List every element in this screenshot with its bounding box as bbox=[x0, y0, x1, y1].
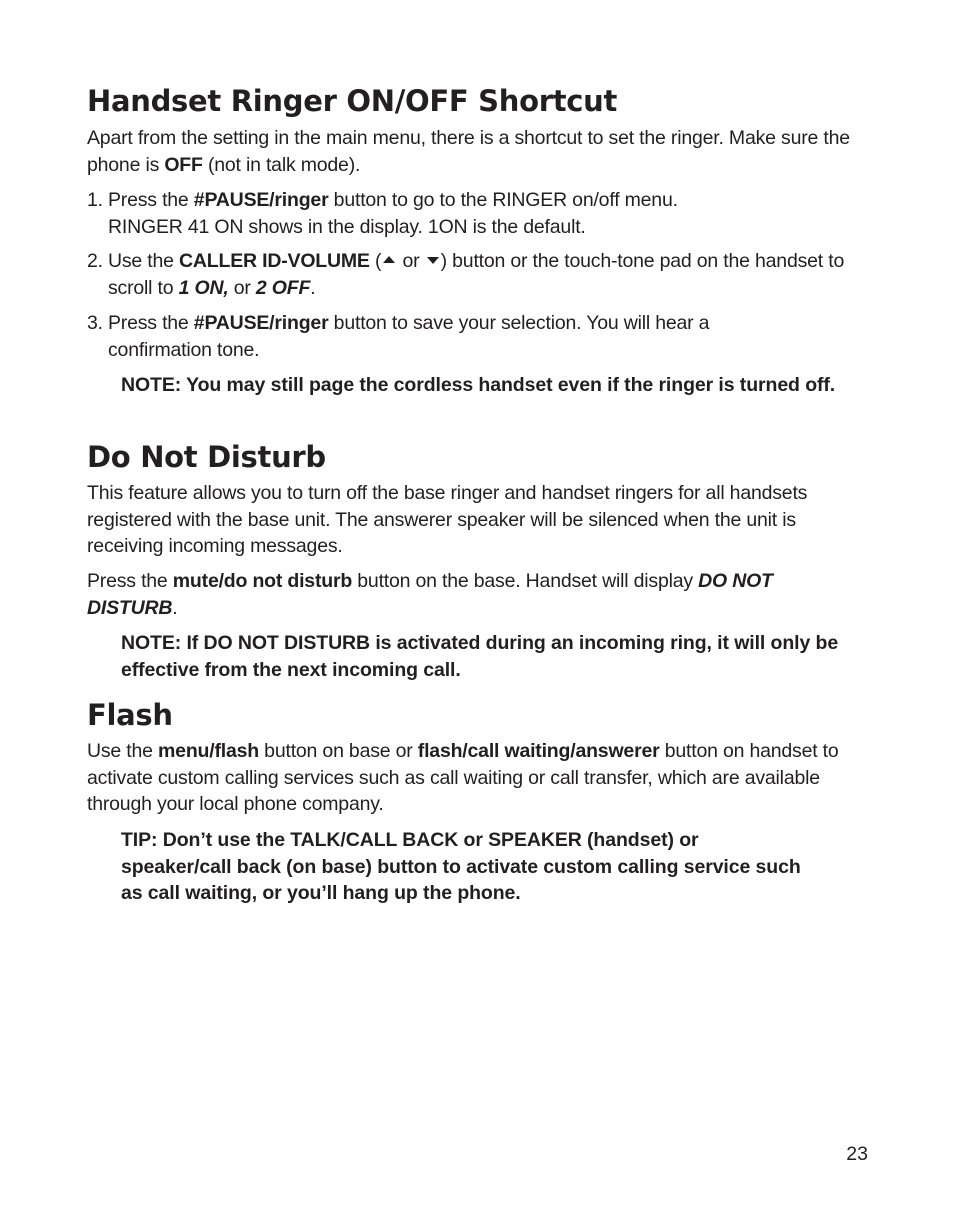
step-number: 2. bbox=[87, 250, 103, 272]
page-number: 23 bbox=[846, 1143, 868, 1165]
bold-text: menu/flash bbox=[158, 740, 259, 762]
text: (not in talk mode). bbox=[202, 153, 361, 176]
section1-intro bbox=[87, 125, 877, 178]
text: Press the bbox=[108, 312, 194, 334]
bold-text: mute/do not disturb bbox=[172, 570, 353, 592]
section2-para2 bbox=[87, 568, 847, 621]
text: Use the bbox=[108, 250, 180, 272]
bold-text: flash/call waiting/answerer bbox=[417, 740, 660, 762]
up-arrow-icon bbox=[383, 256, 395, 263]
text: ) button or the touch-tone pad on the handset to scroll to bbox=[108, 250, 845, 299]
text: RINGER 41 ON shows in the display. 1ON is the default. bbox=[108, 215, 586, 238]
text: Use the bbox=[87, 740, 159, 762]
step-number: 3. bbox=[87, 312, 103, 334]
text: . bbox=[172, 596, 178, 619]
section-title-handset-ringer: Handset Ringer ON/OFF Shortcut bbox=[87, 84, 618, 118]
section-title-flash: Flash bbox=[87, 698, 173, 732]
down-arrow-icon bbox=[427, 257, 439, 264]
bold-text: OFF bbox=[164, 153, 203, 176]
bold-italic-text: DO NOT DISTURB bbox=[87, 570, 773, 619]
bold-italic-text: 1 ON, bbox=[178, 276, 229, 299]
text: ( bbox=[369, 250, 382, 272]
tip-flash: TIP: Don’t use the TALK/CALL BACK or SPEAKER (handset) or speaker/call back (on base) button to activate custom calling service such as call waiting, or you’ll hang up the phone. bbox=[121, 829, 801, 904]
section-title-do-not-disturb: Do Not Disturb bbox=[87, 440, 326, 474]
section3-para1 bbox=[87, 738, 877, 818]
step-1 bbox=[87, 187, 878, 240]
text: or bbox=[228, 276, 256, 299]
text: Press the bbox=[108, 189, 194, 211]
bold-text: CALLER ID-VOLUME bbox=[179, 250, 370, 272]
text: button to save your selection. You will hear a confirmation tone. bbox=[108, 312, 710, 361]
text: or bbox=[397, 250, 425, 272]
section2-para1: This feature allows you to turn off the base ringer and handset ringers for all handsets registered with the base unit. The answerer speaker will be silenced when the unit is receiving incoming messages. bbox=[87, 482, 808, 557]
bold-text: #PAUSE/ringer bbox=[193, 189, 329, 211]
bold-italic-text: 2 OFF bbox=[255, 276, 311, 299]
bold-text: #PAUSE/ringer bbox=[193, 312, 329, 334]
text: button to go to the RINGER on/off menu. bbox=[328, 189, 678, 211]
text: Press the bbox=[87, 570, 173, 592]
text: button on base or bbox=[258, 740, 418, 762]
note-ringer: NOTE: You may still page the cordless handset even if the ringer is turned off. bbox=[121, 374, 836, 396]
step-3 bbox=[87, 310, 788, 363]
text: . bbox=[310, 276, 316, 299]
text: Apart from the setting in the main menu, there is a shortcut to set the ringer. Make sure the phone is bbox=[87, 127, 850, 176]
step-2 bbox=[87, 248, 880, 301]
text: button on handset to activate custom calling services such as call waiting or call transfer, which are available through your local phone company. bbox=[87, 740, 839, 815]
step-number: 1. bbox=[87, 189, 103, 211]
text: button on the base. Handset will display bbox=[352, 570, 699, 592]
note-do-not-disturb: NOTE: If DO NOT DISTURB is activated during an incoming ring, it will only be effective from the next incoming call. bbox=[121, 632, 839, 681]
